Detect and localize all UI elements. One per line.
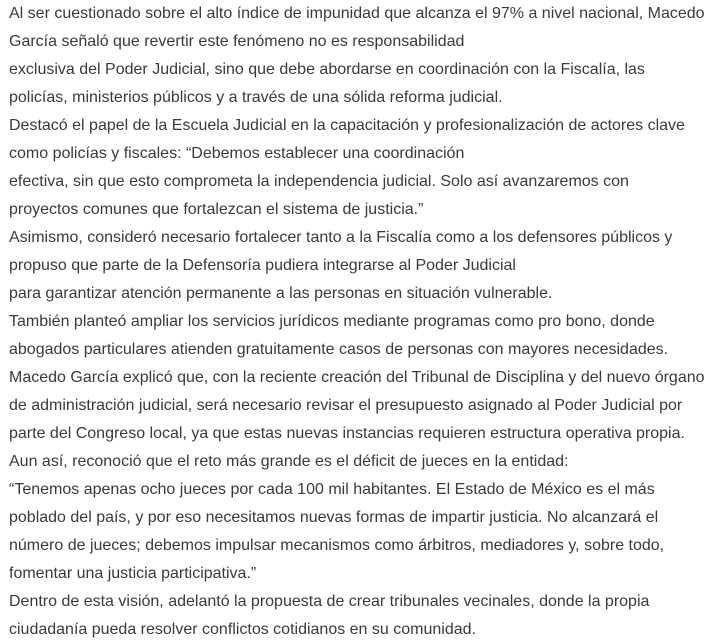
article-line: para garantizar atención permanente a las personas en situación vulnerable. bbox=[9, 285, 553, 302]
article-line: fomentar una justicia participativa.” bbox=[9, 565, 257, 582]
article-line: García señaló que revertir este fenómeno no es responsabilidad bbox=[9, 33, 465, 50]
article-line: Destacó el papel de la Escuela Judicial en la capacitación y profesionalización de actores clave bbox=[9, 117, 685, 134]
article-line: “Tenemos apenas ocho jueces por cada 100 mil habitantes. El Estado de México es el más bbox=[9, 481, 655, 498]
article-line: policías, ministerios públicos y a través de una sólida reforma judicial. bbox=[9, 89, 503, 106]
article-line: propuso que parte de la Defensoría pudiera integrarse al Poder Judicial bbox=[9, 257, 516, 274]
article-line: Dentro de esta visión, adelantó la propuesta de crear tribunales vecinales, donde la propia bbox=[9, 593, 650, 610]
article-line: Al ser cuestionado sobre el alto índice de impunidad que alcanza el 97% a nivel nacional, Macedo bbox=[9, 5, 705, 22]
article-line: Asimismo, consideró necesario fortalecer tanto a la Fiscalía como a los defensores públicos y bbox=[9, 229, 673, 246]
article-line: exclusiva del Poder Judicial, sino que debe abordarse en coordinación con la Fiscalía, las bbox=[9, 61, 645, 78]
article-line: parte del Congreso local, ya que estas nuevas instancias requieren estructura operativa propia. bbox=[9, 425, 685, 442]
article-line: como policías y fiscales: “Debemos establecer una coordinación bbox=[9, 145, 465, 162]
article-line: de administración judicial, será necesario revisar el presupuesto asignado al Poder Judicial por bbox=[9, 397, 683, 414]
article-line: Aun así, reconoció que el reto más grande es el déficit de jueces en la entidad: bbox=[9, 453, 569, 470]
article-line: poblado del país, y por eso necesitamos nuevas formas de impartir justicia. No alcanzará el bbox=[9, 509, 659, 526]
article-line: Macedo García explicó que, con la reciente creación del Tribunal de Disciplina y del nuevo órgano bbox=[9, 369, 705, 386]
article-line: También planteó ampliar los servicios jurídicos mediante programas como pro bono, donde bbox=[9, 313, 655, 330]
article-line: número de jueces; debemos impulsar mecanismos como árbitros, mediadores y, sobre todo, bbox=[9, 537, 665, 554]
article-line: efectiva, sin que esto comprometa la independencia judicial. Solo así avanzaremos con bbox=[9, 173, 629, 190]
article-line: ciudadanía pueda resolver conflictos cotidianos en su comunidad. bbox=[9, 621, 476, 638]
article-line: abogados particulares atienden gratuitamente casos de personas con mayores necesidades. bbox=[9, 341, 669, 358]
article-line: proyectos comunes que fortalezcan el sistema de justicia.” bbox=[9, 201, 424, 218]
